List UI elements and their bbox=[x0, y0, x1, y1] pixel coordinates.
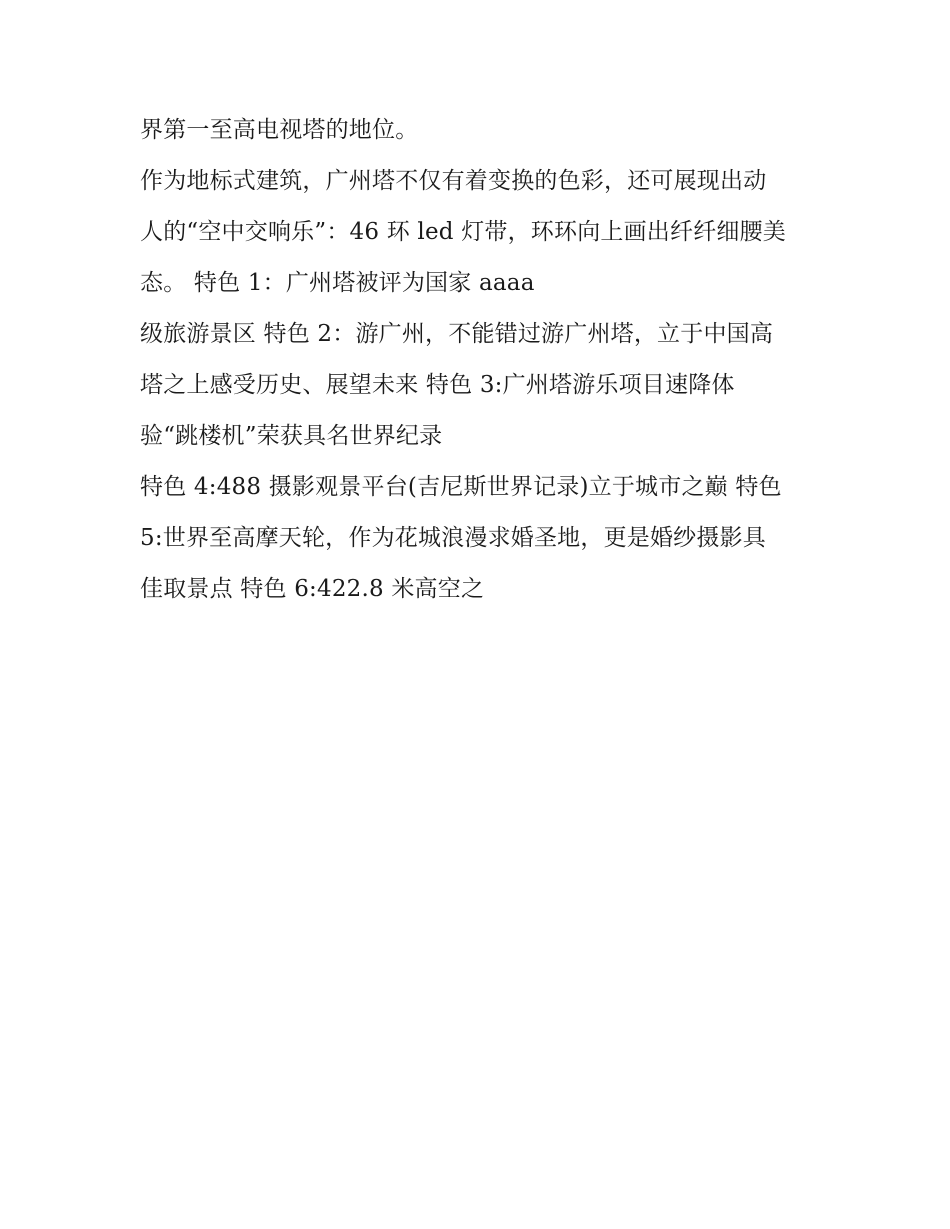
text-line: 验“跳楼机”荣获具名世界纪录 bbox=[140, 423, 443, 449]
text-line: 人的“空中交响乐”：46 环 led 灯带，环环向上画出纤纤细腰美 bbox=[140, 219, 787, 245]
text-line: 态。 特色 1：广州塔被评为国家 aaaa bbox=[140, 270, 535, 296]
text-line: 特色 4:488 摄影观景平台(吉尼斯世界记录)立于城市之巅 特色 bbox=[140, 474, 782, 500]
text-line: 作为地标式建筑，广州塔不仅有着变换的色彩，还可展现出动 bbox=[140, 168, 767, 194]
text-line: 5:世界至高摩天轮，作为花城浪漫求婚圣地，更是婚纱摄影具 bbox=[140, 525, 766, 551]
text-line: 级旅游景区 特色 2：游广州，不能错过游广州塔，立于中国高 bbox=[140, 321, 774, 347]
body-text bbox=[140, 107, 820, 617]
text-line: 塔之上感受历史、展望未来 特色 3:广州塔游乐项目速降体 bbox=[140, 372, 735, 398]
text-line: 佳取景点 特色 6:422.8 米高空之 bbox=[140, 576, 485, 602]
text-line: 界第一至高电视塔的地位。 bbox=[140, 117, 419, 143]
